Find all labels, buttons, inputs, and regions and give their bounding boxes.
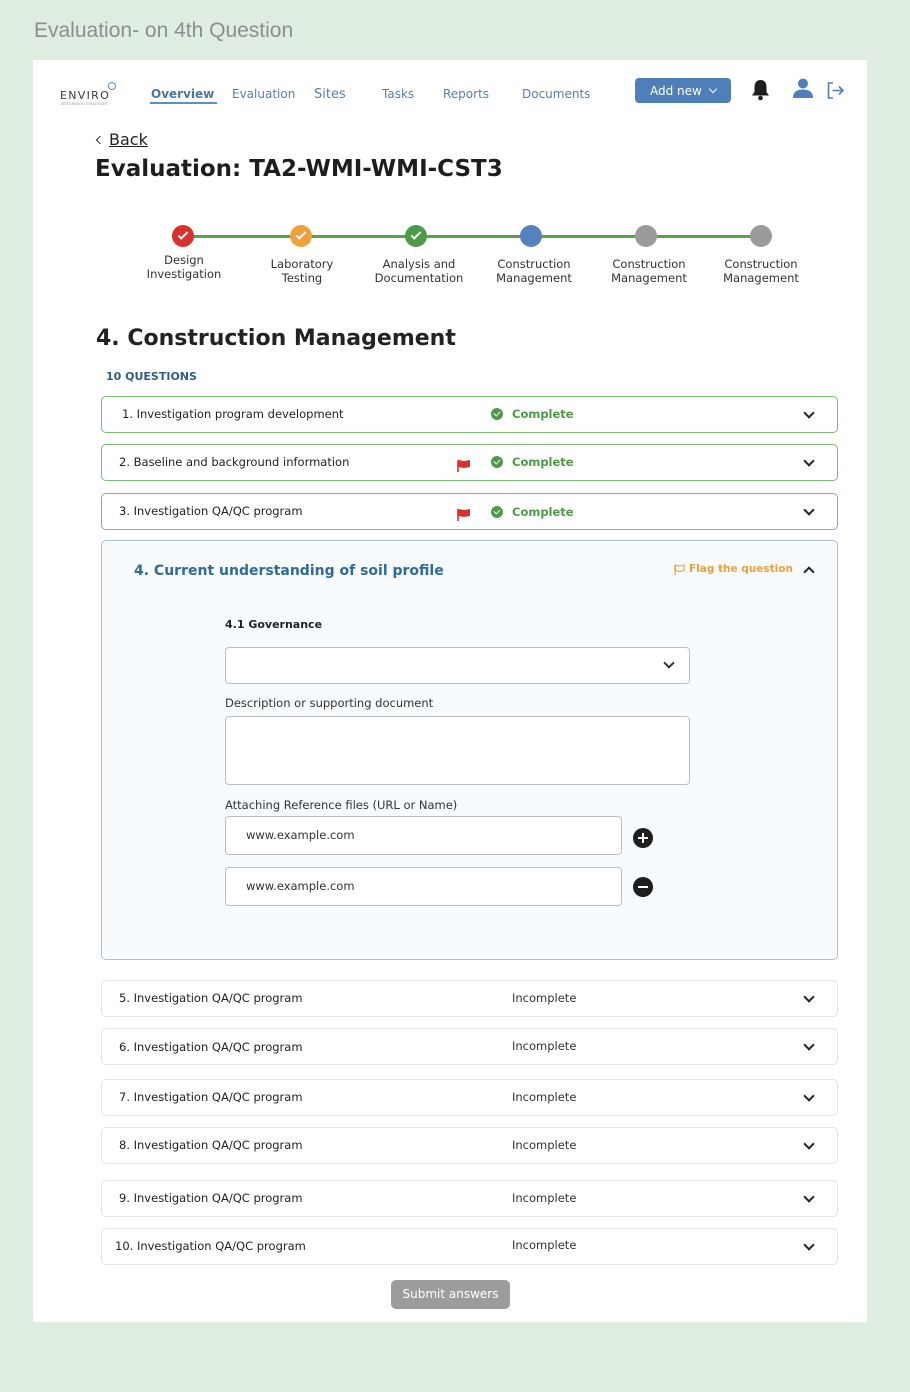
step-5-label: Construction Management	[611, 257, 687, 285]
step-6-pending-icon[interactable]	[750, 225, 772, 247]
check-circle-icon	[491, 456, 503, 468]
check-circle-icon	[491, 506, 503, 518]
red-flag-icon	[457, 506, 471, 525]
question-row-5[interactable]	[101, 980, 838, 1017]
step-connector	[185, 235, 300, 238]
question-label: 9. Investigation QA/QC program	[119, 1191, 303, 1205]
add-new-button[interactable]	[635, 78, 731, 103]
status-badge: Complete	[512, 455, 574, 469]
question-label: 1. Investigation program development	[122, 407, 344, 421]
governance-label: 4.1 Governance	[225, 618, 323, 631]
check-circle-icon	[491, 408, 503, 420]
chevron-down-icon	[663, 657, 674, 668]
question-label: 6. Investigation QA/QC program	[119, 1040, 303, 1054]
question-label: 5. Investigation QA/QC program	[119, 991, 303, 1005]
logout-icon[interactable]	[827, 82, 845, 103]
chevron-down-icon[interactable]	[803, 407, 814, 418]
question-row-8[interactable]	[101, 1127, 838, 1164]
step-1-label: Design Investigation	[146, 253, 222, 281]
reference-url-input-2[interactable]: www.example.com	[225, 867, 622, 906]
nav-documents[interactable]: Documents	[522, 87, 591, 101]
question-row-9[interactable]	[101, 1180, 838, 1217]
flag-question-button[interactable]	[674, 563, 793, 575]
flag-question-label: Flag the question	[689, 563, 793, 575]
step-5-pending-icon[interactable]	[635, 225, 657, 247]
attach-label: Attaching Reference files (URL or Name)	[225, 798, 458, 812]
description-label: Description or supporting document	[225, 696, 434, 710]
question-row-10[interactable]	[101, 1228, 838, 1265]
chevron-down-icon[interactable]	[803, 1090, 814, 1101]
chevron-down-icon[interactable]	[803, 1138, 814, 1149]
question-title: 4. Current understanding of soil profile	[134, 563, 444, 579]
step-4-current-icon[interactable]	[520, 225, 542, 247]
question-row-3[interactable]	[101, 493, 838, 530]
logo-magnifier-icon	[108, 82, 116, 90]
section-title: 4. Construction Management	[96, 326, 456, 351]
add-circle-icon[interactable]	[633, 828, 653, 848]
progress-stepper	[33, 225, 867, 295]
question-row-2[interactable]	[101, 444, 838, 481]
status-badge: Incomplete	[512, 1138, 577, 1152]
nav-evaluation[interactable]: Evaluation	[232, 87, 296, 101]
frame-title: Evaluation- on 4th Question	[34, 19, 294, 42]
status-badge: Incomplete	[512, 1090, 577, 1104]
chevron-down-icon[interactable]	[803, 1191, 814, 1202]
remove-circle-icon[interactable]	[633, 877, 653, 897]
status-badge: Incomplete	[512, 1191, 577, 1205]
question-panel-4	[101, 540, 838, 960]
status-badge: Incomplete	[512, 1238, 577, 1252]
status-badge: Complete	[512, 505, 574, 519]
step-connector	[531, 235, 646, 238]
red-flag-icon	[457, 457, 471, 476]
chevron-down-icon[interactable]	[803, 504, 814, 515]
bell-icon[interactable]	[751, 79, 770, 105]
nav-tasks[interactable]: Tasks	[382, 87, 415, 101]
step-1-done-icon[interactable]	[172, 225, 194, 247]
user-icon[interactable]	[792, 77, 814, 103]
question-label: 2. Baseline and background information	[119, 455, 350, 469]
flag-outline-icon	[674, 564, 685, 575]
back-link[interactable]: Back	[109, 130, 148, 149]
question-label: 7. Investigation QA/QC program	[119, 1090, 303, 1104]
question-label: 10. Investigation QA/QC program	[115, 1239, 306, 1253]
question-row-1[interactable]	[101, 396, 838, 433]
chevron-up-icon[interactable]	[803, 566, 814, 577]
status-badge: Incomplete	[512, 1039, 577, 1053]
chevron-down-icon[interactable]	[803, 1239, 814, 1250]
page-title: Evaluation: TA2-WMI-WMI-CST3	[95, 156, 503, 182]
question-row-6[interactable]	[101, 1028, 838, 1065]
status-badge: Incomplete	[512, 991, 577, 1005]
status-badge: Complete	[512, 407, 574, 421]
nav-overview[interactable]: Overview	[151, 87, 215, 101]
step-connector	[646, 235, 761, 238]
chevron-down-icon[interactable]	[803, 1039, 814, 1050]
chevron-down-icon[interactable]	[803, 991, 814, 1002]
submit-answers-button[interactable]: Submit answers	[391, 1280, 510, 1309]
app-card	[33, 60, 867, 1322]
logo-text: ENVIRO	[60, 89, 111, 102]
add-new-label: Add new	[650, 83, 702, 98]
step-4-label: Construction Management	[496, 257, 572, 285]
reference-url-input-1[interactable]: www.example.com	[225, 816, 622, 855]
step-2-label: Laboratory Testing	[270, 257, 334, 285]
chevron-left-icon	[96, 136, 104, 144]
question-count: 10 QUESTIONS	[106, 370, 197, 383]
governance-select[interactable]	[225, 647, 690, 684]
description-textarea[interactable]	[225, 716, 690, 785]
step-connector	[301, 235, 416, 238]
nav-sites[interactable]: Sites	[314, 87, 346, 102]
chevron-down-icon	[709, 85, 717, 93]
step-connector	[416, 235, 531, 238]
step-3-label: Analysis and Documentation	[374, 257, 464, 285]
step-3-done-icon[interactable]	[405, 225, 427, 247]
logo[interactable]	[60, 82, 120, 106]
question-label: 3. Investigation QA/QC program	[119, 504, 303, 518]
question-row-7[interactable]	[101, 1079, 838, 1116]
logo-subtitle: INTEGRATION STRATEGIES	[61, 102, 108, 106]
question-label: 8. Investigation QA/QC program	[119, 1138, 303, 1152]
chevron-down-icon[interactable]	[803, 455, 814, 466]
nav-active-underline	[150, 102, 217, 104]
step-2-done-icon[interactable]	[290, 225, 312, 247]
nav-reports[interactable]: Reports	[443, 87, 490, 101]
step-6-label: Construction Management	[723, 257, 799, 285]
